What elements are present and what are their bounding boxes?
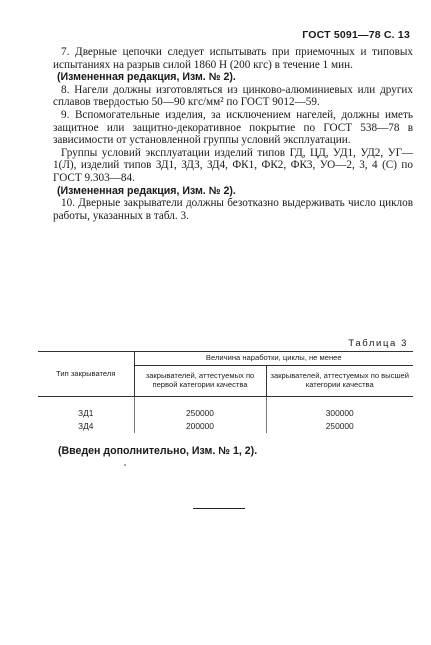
paragraph-8: 8. Нагели должны изготовляться из цинково-алюминиевых или других сплавов твердостью 50—90 кгс/мм² по ГОСТ 9012—59. [53, 83, 413, 109]
footer-amendment-note: (Введен дополнительно, Изм. № 1, 2). [58, 445, 258, 457]
table-caption: Таблица 3 [348, 338, 408, 349]
paragraph-9-amendment-note: (Измененная редакция, Изм. № 2). [57, 184, 236, 197]
table-row [38, 396, 413, 420]
col-header-type: Тип закрывателя [38, 352, 134, 397]
cell-highest: 250000 [266, 420, 413, 433]
cell-type: ЗД1 [78, 408, 94, 419]
cell-highest: 300000 [266, 396, 413, 420]
cycles-table [38, 351, 413, 433]
col-header-highest-category: закрывателей, аттестуемых по высшей категории качества [266, 365, 413, 396]
cell-first: 250000 [134, 396, 266, 420]
speck [124, 464, 126, 466]
paragraph-7-amendment-note: (Измененная редакция, Изм. № 2). [57, 71, 236, 84]
paragraph-9: 9. Вспомогательные изделия, за исключением нагелей, должны иметь защитное или защитно-декоративное покрытие по ГОСТ 538—78 в зависимости от установленной группы условий эксплуатации. [53, 108, 413, 147]
table-row [38, 420, 413, 433]
col-header-first-category: закрывателей, аттестуемых по первой категории качества [134, 365, 266, 396]
col-header-group: Величина наработки, циклы, не менее [134, 352, 413, 366]
cell-type: ЗД4 [78, 421, 94, 432]
page-header: ГОСТ 5091—78 С. 13 [302, 29, 410, 41]
body-text [53, 46, 413, 222]
end-rule [193, 508, 245, 509]
paragraph-7: 7. Дверные цепочки следует испытывать при приемочных и типовых испытаниях на разрыв силой 1860 Н (200 кгс) в течение 1 мин. [53, 46, 413, 71]
cell-first: 200000 [134, 420, 266, 433]
paragraph-9-groups: Группы условий эксплуатации изделий типов ГД, ЦД, УД1, УД2, УГ—1(Л), изделий типов ЗД1, ЗДЗ, ЗД4, ФК1, ФК2, ФК3, УО—2, 3, 4 (С) по ГОСТ 9.303—84. [53, 146, 413, 184]
paragraph-10: 10. Дверные закрыватели должны безотказно выдерживать число циклов работы, указанных в табл. 3. [53, 197, 413, 222]
